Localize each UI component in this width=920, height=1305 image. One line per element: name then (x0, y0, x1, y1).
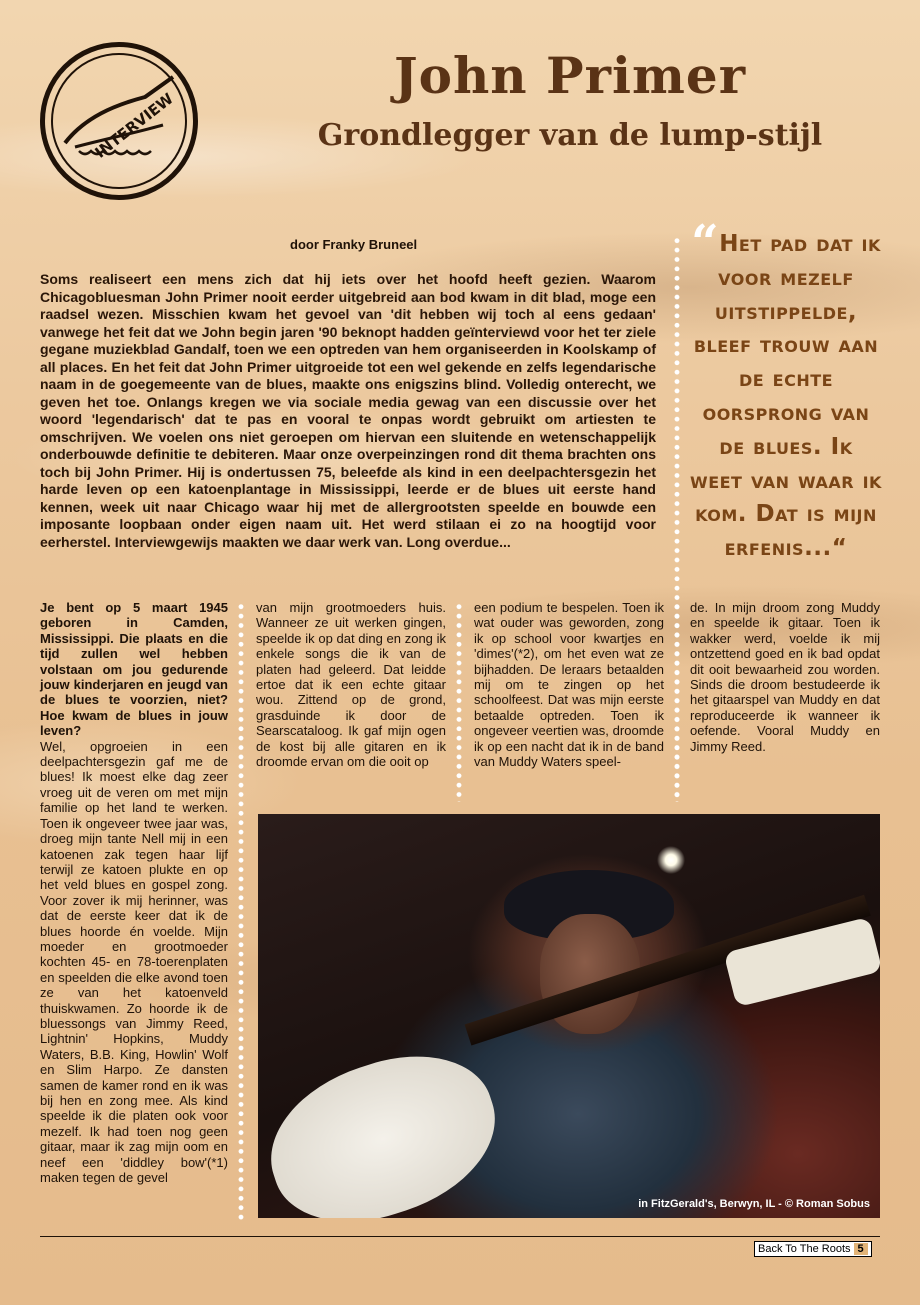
photo-caption: in FitzGerald's, Berwyn, IL - © Roman Sobus (638, 1198, 870, 1210)
quote-open-mark: “ (691, 215, 720, 271)
column-separator-3 (674, 602, 680, 802)
article-title: John Primer (393, 46, 747, 105)
pull-quote-text: Het pad dat ik voor mezelf uitstippelde, bleef trouw aan de echte oorsprong van de blues. Ik weet van waar ik kom. Dat is mijn erfenis...“ (690, 231, 882, 562)
page-footer (754, 1241, 872, 1257)
column-1 (40, 600, 228, 1185)
interview-question: Je bent op 5 maart 1945 geboren in Camden, Mississippi. Die plaats en die tijd zullen wel hebben volstaan om jou gedurende jouw kinderjaren en jeugd van de blues te voorzien, niet? Hoe kwam de blues in jouw leven? (40, 600, 228, 739)
column-separator-2 (456, 602, 462, 802)
guitar-body-shape (258, 1032, 516, 1218)
column-separator-1 (238, 602, 244, 1220)
publication-name: Back To The Roots (758, 1243, 851, 1255)
interview-badge (40, 42, 198, 200)
guitar-badge-icon (45, 47, 193, 195)
column-4: de. In mijn droom zong Muddy en speelde ik gitaar. Toen ik wakker werd, voelde ik mij ontzettend goed en ik bad opdat dit ooit bewaarheid zou worden. Sinds die droom bestudeerde ik het gitaarspel van Muddy en dat reproduceerde ik wanneer ik oefende. Vooral Muddy en Jimmy Reed. (690, 600, 880, 754)
interview-answer: Wel, opgroeien in een deelpachtersgezin gaf me de blues! Ik moest elke dag zeer vroeg uit de veren om met mijn familie op het land te werken. Toen ik ongeveer twee jaar was, droeg mijn tante Nell mij in een katoenen zak tegen haar lijf terwijl ze katoen plukte en op het veld blues en gospel zong. Voor zover ik mij herinner, was dat de eerste keer dat ik de blues hoorde én voelde. Mijn moeder en grootmoeder kochten 45- en 78-toerenplaten en speelden die elke avond toen ze van het katoenveld thuiskwamen. Zo hoorde ik de bluessongs van Jimmy Reed, Lightnin' Hopkins, Muddy Waters, B.B. King, Howlin' Wolf en Slim Harpo. Ze dansten samen de kamer rond en ik was bij hen en zong mee. Als kind speelde ik die platen ook voor mezelf. Ik had toen nog geen gitaar, maar ik zag mijn oom en neef een 'diddley bow'(*1) maken tegen de gevel (40, 738, 228, 1186)
intro-paragraph: Soms realiseert een mens zich dat hij iets over het hoofd heeft gezien. Waarom Chicagobluesman John Primer nooit eerder uitgebreid aan bod kwam in dit blad, moge een raadsel wezen. Misschien kwam het gevoel van 'dit hebben wij toch al eens gedaan' vanwege het feit dat we John begin jaren '90 beknopt hadden geïnterviewd voor het ter ziele gegane muziekblad Gandalf, toen we een optreden van hem organiseerden in Koolskamp of all places. En het feit dat John Primer uitgroeide tot een wel gekende en zelfs legendarische naam in de goegemeente van de blues, maakte ons enigszins blind. Volledig onterecht, we geven het toe. Onlangs kregen we via sociale media gewag van een discussie over het woord 'legendarisch' dat te pas en vooral te onpas wordt gebruikt om artiesten te omschrijven. We voelen ons niet geroepen om hiervan een sluitende en wetenschappelijk onderbouwde definitie te debiteren. Maar onze overpeinzingen rond dit thema brachten ons toch bij John Primer. Hij is ondertussen 75, beleefde als kind in een deelpachtersgezin het harde leven op een katoenplantage in Mississippi, leerde er de blues uit eerste hand kennen, week uit naar Chicago waar hij met de allergrootsten speelde en bouwde een imposante loopbaan onder eigen naam uit. Het werd stilaan ei zo na hoogtijd voor eerherstel. Interviewgewijs maakten we daar werk van. Long overdue... (40, 271, 656, 550)
column-3: een podium te bespelen. Toen ik wat ouder was geworden, zong ik op school voor kwartjes en 'dimes'(*2), om het even wat ze bijhadden. De leraars betaalden mij om te zingen op het schoolfeest. Dat was mijn eerste betaalde optreden. Toen ik ongeveer veertien was, droomde ik op een nacht dat ik in de band van Muddy Waters speel- (474, 600, 664, 770)
page-number: 5 (854, 1243, 868, 1255)
pull-quote (690, 215, 882, 566)
badge-label: INTERVIEW (91, 89, 177, 162)
concert-photo (258, 814, 880, 1218)
footer-rule (40, 1236, 880, 1237)
article-subtitle: Grondlegger van de lump-stijl (317, 118, 823, 153)
column-2: van mijn grootmoeders huis. Wanneer ze uit werken gingen, speelde ik op dat ding en zong ik enkele songs die ik van de platen had geleerd. Dat leidde ertoe dat ik een echte gitaar wou. Zittend op de grond, grasduinde ik door de Searscataloog. Ik gaf mijn ogen de kost bij alle gitaren en ik droomde ervan om die ooit op (256, 600, 446, 770)
byline: door Franky Bruneel (290, 237, 418, 252)
